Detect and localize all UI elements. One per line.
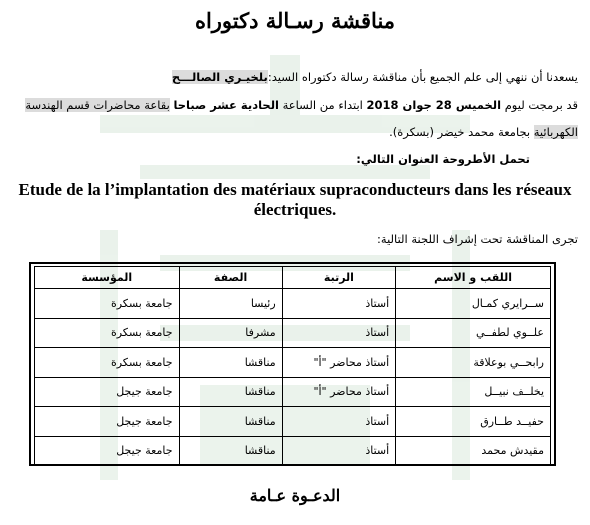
member-role: مناقشا <box>179 377 282 407</box>
header-role: الصفة <box>179 267 282 289</box>
member-rank: أستاذ <box>282 289 396 319</box>
member-role: مناقشا <box>179 436 282 466</box>
committee-table <box>34 266 551 466</box>
member-institution: جامعة جيجل <box>35 436 180 466</box>
table-row <box>35 407 551 437</box>
member-role: مشرفا <box>179 318 282 348</box>
candidate-name: بلخيـري الصالـــح <box>171 70 268 84</box>
announcement-line-3: الكهربائية بجامعة محمد خيضر (بسكرة). <box>389 125 578 139</box>
defense-date: الخميس 28 جوان 2018 <box>366 98 502 112</box>
member-role: مناقشا <box>179 407 282 437</box>
table-row <box>35 318 551 348</box>
announcement-line-2: قد برمجت ليوم الخميس 28 جوان 2018 ابتداء من الساعة الحادية عشر صباحا بقاعة محاضرات قسم الهندسة <box>25 98 578 112</box>
thesis-label: تحمل الأطروحة العنوان التالي: <box>356 152 530 166</box>
member-name: ســرايري كمـال <box>396 289 551 319</box>
table-row <box>35 436 551 466</box>
member-role: مناقشا <box>179 348 282 378</box>
member-name: حفيــد طــارق <box>396 407 551 437</box>
header-name: اللقب و الاسم <box>396 267 551 289</box>
member-institution: جامعة بسكرة <box>35 348 180 378</box>
table-header-row <box>35 267 551 289</box>
member-name: علــوي لطفــي <box>396 318 551 348</box>
table-row <box>35 348 551 378</box>
member-institution: جامعة جيجل <box>35 407 180 437</box>
announcement-line-1: يسعدنا أن ننهي إلى علم الجميع بأن مناقشة رسالة دكتوراه السيد:بلخيـري الصالـــح <box>171 70 578 84</box>
member-name: مقيدش محمد <box>396 436 551 466</box>
member-institution: جامعة جيجل <box>35 377 180 407</box>
table-row <box>35 289 551 319</box>
member-institution: جامعة بسكرة <box>35 318 180 348</box>
page-title: مناقشة رسـالة دكتوراه <box>194 8 396 33</box>
member-role: رئيسا <box>179 289 282 319</box>
defense-time: الحادية عشر صباحا <box>173 98 279 112</box>
member-name: رابحــي بوعلاقة <box>396 348 551 378</box>
public-invitation: الدعـوة عـامة <box>249 486 341 505</box>
member-rank: أستاذ <box>282 407 396 437</box>
member-name: يخلــف نبيــل <box>396 377 551 407</box>
committee-intro: تجرى المناقشة تحت إشراف اللجنة التالية: <box>377 232 578 246</box>
header-institution: المؤسسة <box>35 267 180 289</box>
table-row <box>35 377 551 407</box>
member-institution: جامعة بسكرة <box>35 289 180 319</box>
thesis-title: Etude de la l’implantation des matériaux supraconducteurs dans les réseaux électriques. <box>18 180 572 219</box>
member-rank: أستاذ محاضر "أ" <box>282 377 396 407</box>
member-rank: أستاذ <box>282 436 396 466</box>
header-rank: الرتبة <box>282 267 396 289</box>
member-rank: أستاذ محاضر "أ" <box>282 348 396 378</box>
member-rank: أستاذ <box>282 318 396 348</box>
